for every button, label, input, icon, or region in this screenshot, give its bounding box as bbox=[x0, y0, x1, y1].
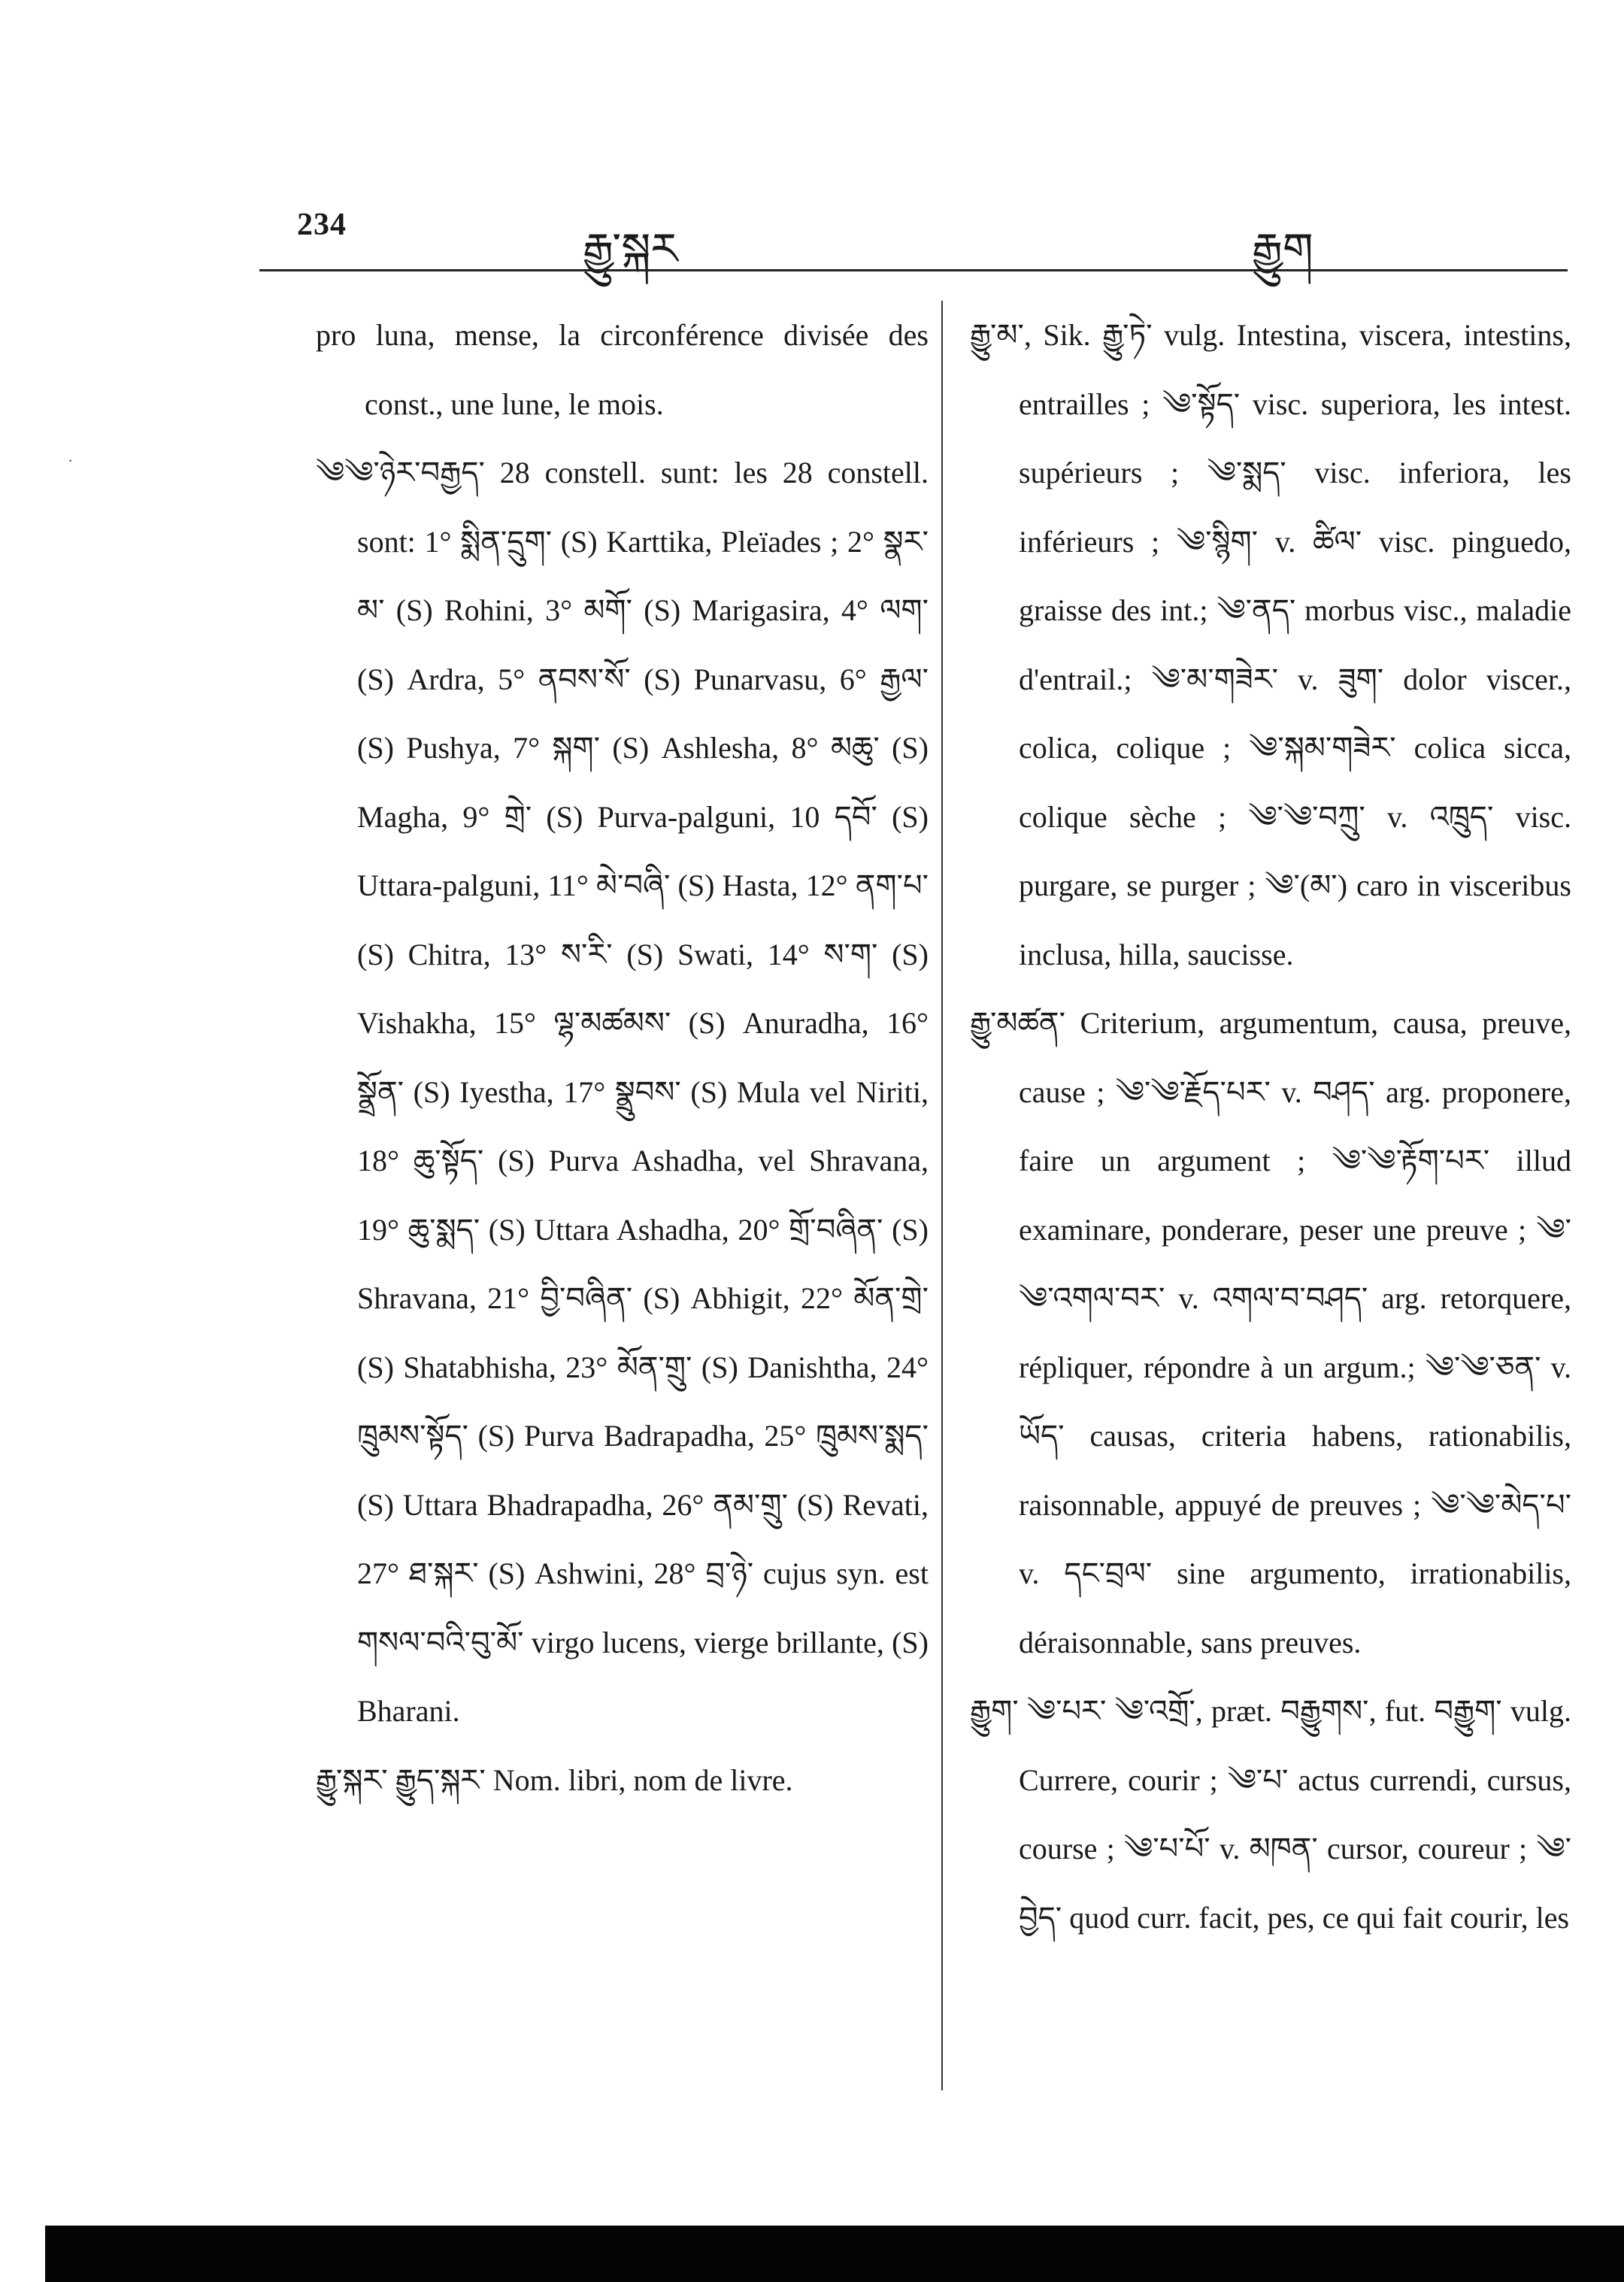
right-headword: རྒྱུག bbox=[1252, 223, 1313, 274]
dictionary-entry: རྒྱུ་སྐར་ རྒྱུད་སྐར་ Nom. libri, nom de livre. bbox=[316, 1762, 793, 1797]
right-column bbox=[970, 301, 1571, 1952]
left-column bbox=[316, 301, 929, 1814]
dictionary-entry: རྒྱུ་མ་, Sik. རྒྱུ་ཏེ་ vulg. Intestina, viscera, intestins, entrailles ; ༄་སྟོད་ visc. superiora, les intest. supérieurs ; ༄་སྨད་ visc. inferiora, les inférieurs ; ༄་སྙིག་ v. ཚིལ་ visc. pinguedo, graisse des int.; ༄་ནད་ morbus visc., maladie d'entrail.; ༄་མ་གཟེར་ v. ཟུག་ dolor viscer., colica, colique ; ༄་སྐམ་གཟེར་ colica sicca, colique sèche ; ༄་༄་བཀྲུ་ v. འཁྲུད་ visc. purgare, se purger ; ༄་(མ་) caro in visceribus inclusa, hilla, saucisse. bbox=[970, 318, 1571, 971]
page-header bbox=[297, 207, 1568, 274]
dictionary-entry: pro luna, mense, la circonférence divisée des const., une lune, le mois. bbox=[316, 318, 929, 421]
column-divider bbox=[941, 301, 943, 2090]
header-rule bbox=[259, 269, 1568, 271]
left-headword: རྒྱུ་སྐར bbox=[583, 223, 678, 274]
dictionary-entry: ༄༄་ཉེར་བརྒྱད་ 28 constell. sunt: les 28 constell. sont: 1° སྨིན་དྲུག་ (S) Karttika, Pleïades ; 2° སྣར་མ་ (S) Rohini, 3° མགོ་ (S) Marigasira, 4° ལག་ (S) Ardra, 5° ནབས་སོ་ (S) Punarvasu, 6° རྒྱལ་ (S) Pushya, 7° སྐག་ (S) Ashlesha, 8° མཆུ་ (S) Magha, 9° གྲེ་ (S) Purva-palguni, 10 དབོ་ (S) Uttara-palguni, 11° མེ་བཞི་ (S) Hasta, 12° ནག་པ་ (S) Chitra, 13° ས་རི་ (S) Swati, 14° ས་ག་ (S) Vishakha, 15° ལྷ་མཚམས་ (S) Anuradha, 16° སྣྲོན་ (S) Iyestha, 17° སྣྲུབས་ (S) Mula vel Niriti, 18° ཆུ་སྟོད་ (S) Purva Ashadha, vel Shravana, 19° ཆུ་སྨད་ (S) Uttara Ashadha, 20° གྲོ་བཞིན་ (S) Shravana, 21° བྱི་བཞིན་ (S) Abhigit, 22° མོན་གྲེ་ (S) Shatabhisha, 23° མོན་གྲུ་ (S) Danishtha, 24° ཁྲུམས་སྟོད་ (S) Purva Badrapadha, 25° ཁྲུམས་སྨད་ (S) Uttara Bhadrapadha, 26° ནམ་གྲུ་ (S) Revati, 27° ཐ་སྐར་ (S) Ashwini, 28° བྲ་ཉེ་ cujus syn. est གསལ་བའི་བུ་མོ་ virgo lucens, vierge brillante, (S) Bharani. bbox=[316, 456, 929, 1728]
page-number: 234 bbox=[297, 208, 347, 242]
margin-mark: · bbox=[68, 451, 74, 470]
dictionary-entry: རྒྱུག་ ༄་པར་ ༄་འགྲོ་, præt. བརྒྱུགས་, fut. བརྒྱུག་ vulg. Currere, courir ; ༄་པ་ actus currendi, cursus, course ; ༄་པ་པོ་ v. མཁན་ cursor, coureur ; ༄་བྱེད་ quod curr. facit, pes, ce qui fait courir, les bbox=[970, 1694, 1571, 1935]
dictionary-entry: རྒྱུ་མཚན་ Criterium, argumentum, causa, preuve, cause ; ༄་༄་རྗོད་པར་ v. བཤད་ arg. proponere, faire un argument ; ༄་༄་རྟོག་པར་ illud examinare, ponderare, peser une preuve ; ༄་༄་འགལ་བར་ v. འགལ་བ་བཤད་ arg. retorquere, répliquer, répondre à un argum.; ༄་༄་ཅན་ v. ཡོད་ causas, criteria habens, rationabilis, raisonnable, appuyé de preuves ; ༄་༄་མེད་པ་ v. དང་བྲལ་ sine argumento, irrationabilis, déraisonnable, sans preuves. bbox=[970, 1006, 1571, 1659]
scan-edge-bar bbox=[45, 2226, 1624, 2282]
